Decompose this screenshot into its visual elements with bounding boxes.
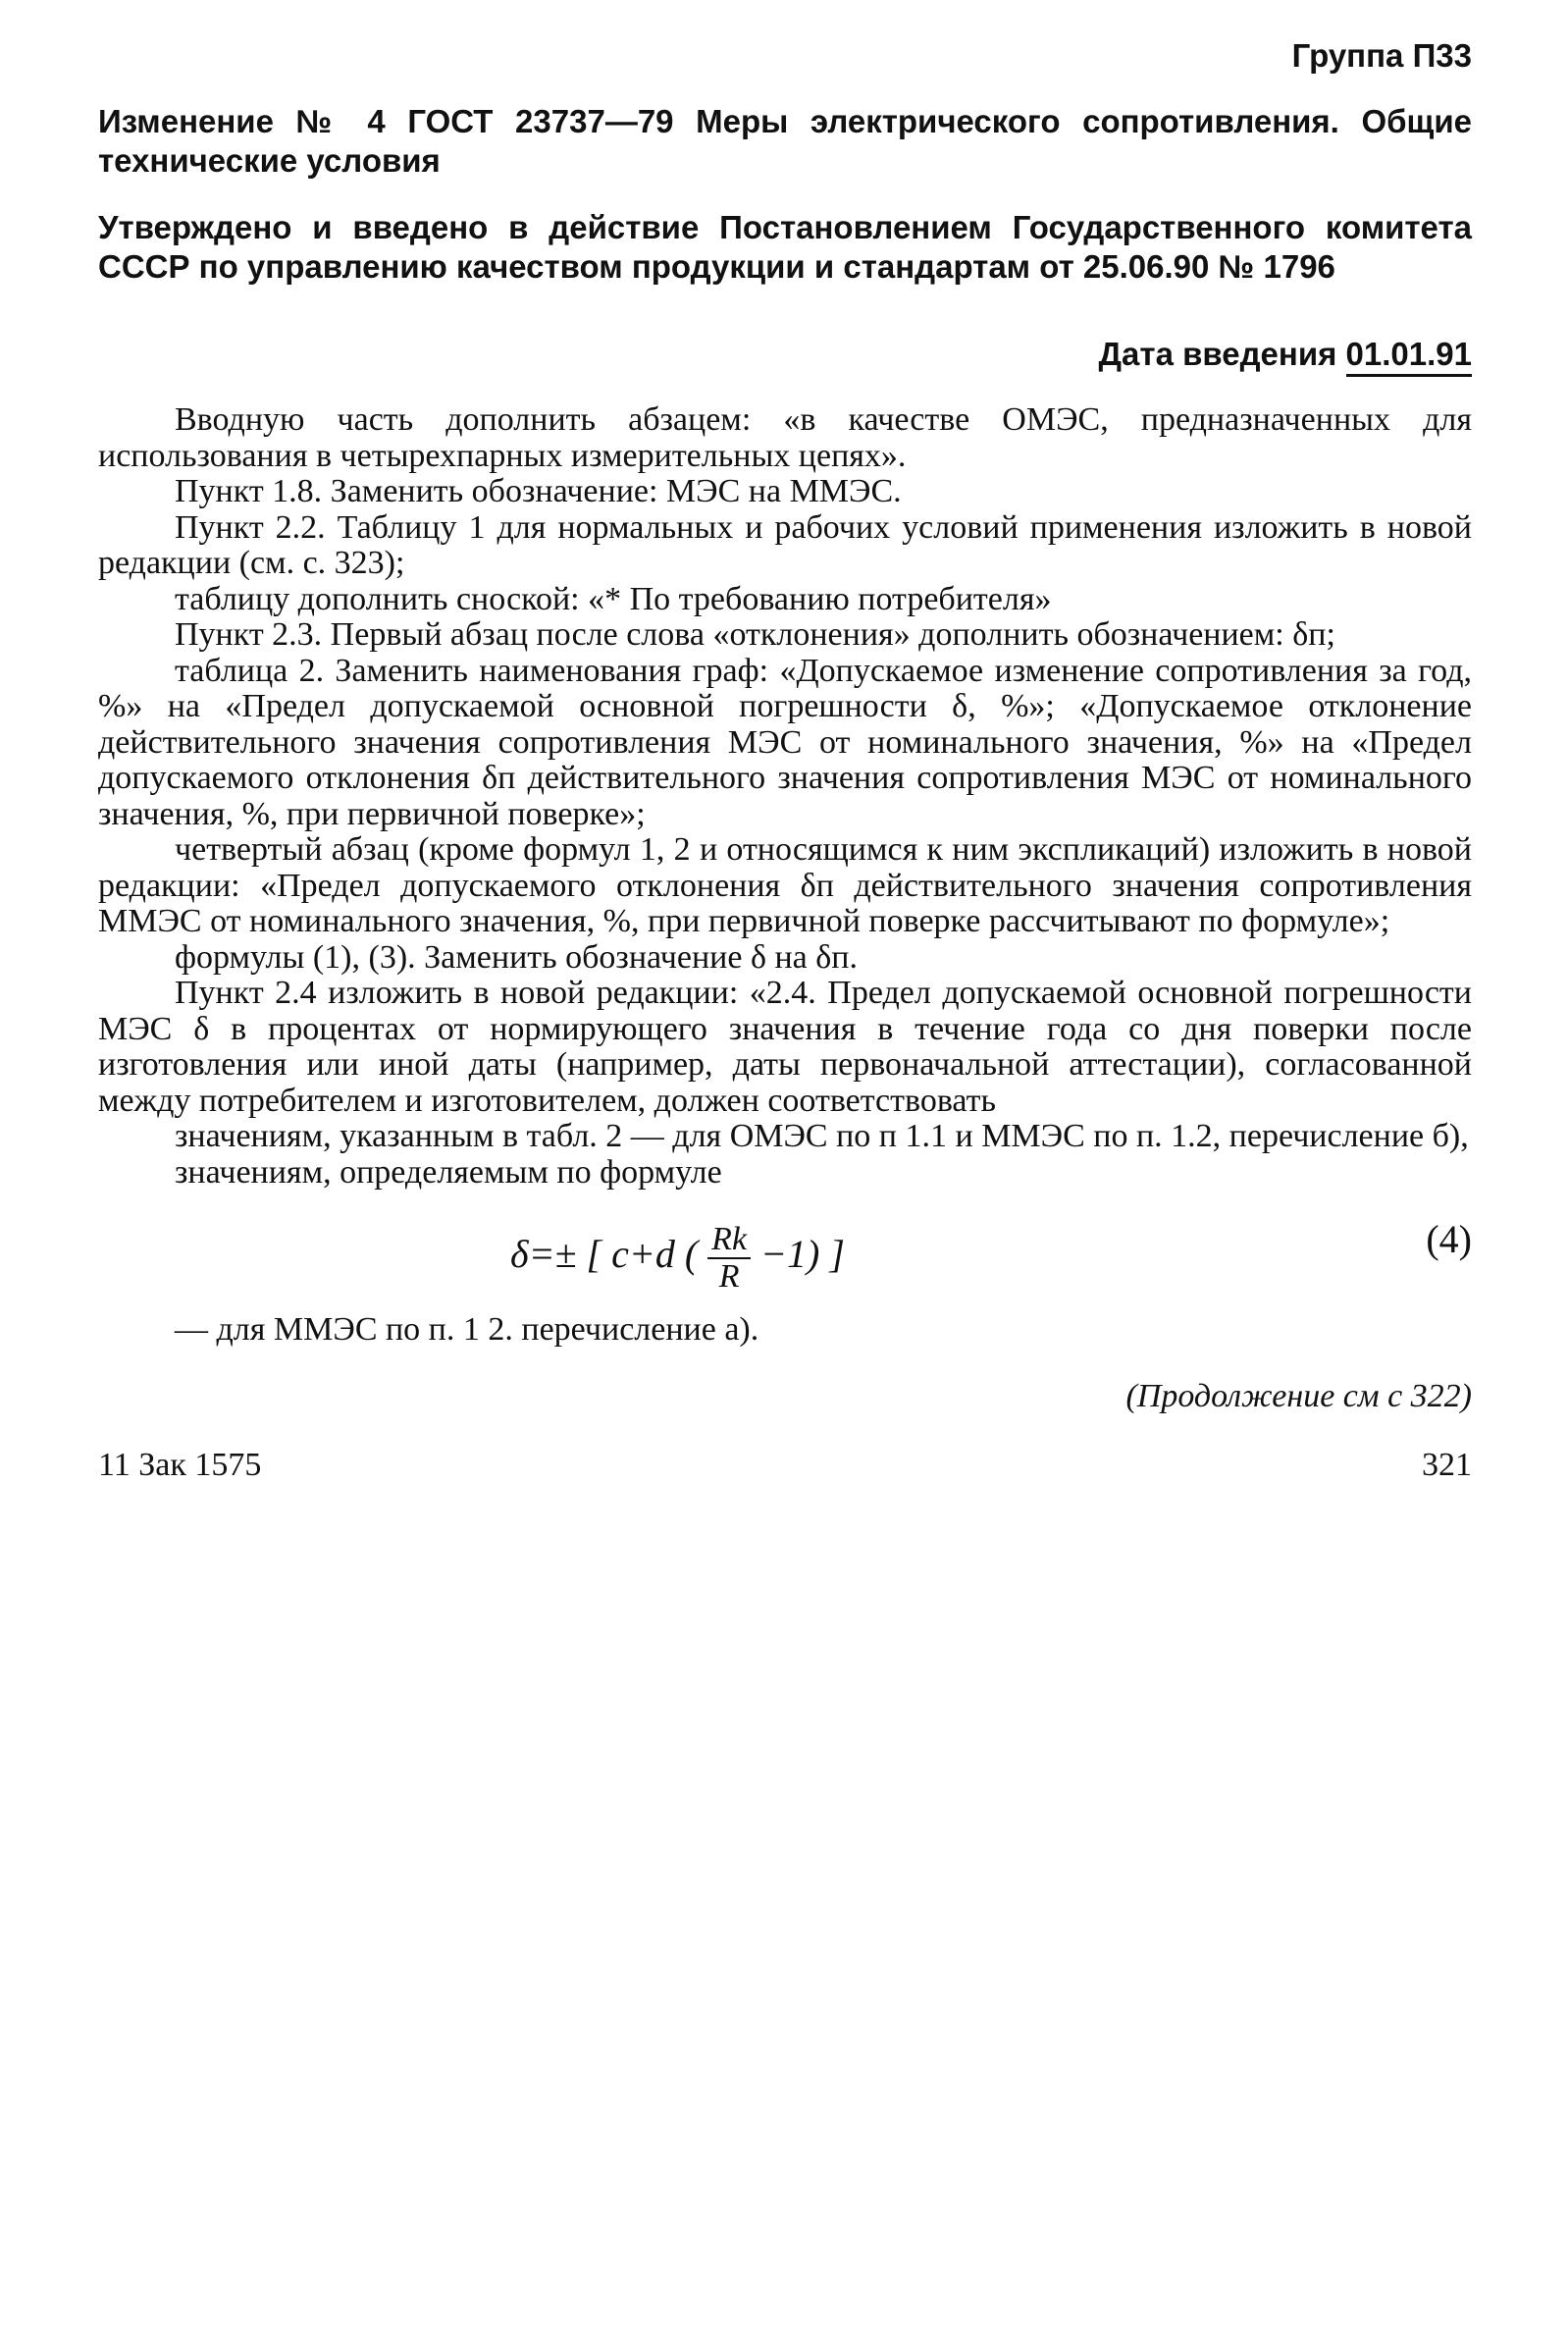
fraction-numerator: Rk [707, 1222, 751, 1259]
formula-left: δ=± [ c+d ( [510, 1232, 699, 1277]
change-title: Изменение № 4 ГОСТ 23737—79 Меры электрического сопротивления. Общие технические условия [98, 103, 1472, 179]
paragraph: Вводную часть дополнить абзацем: «в качестве ОМЭС, предназначенных для использования в четырехпарных измерительных цепях». [98, 401, 1472, 474]
paragraph: Пункт 2.3. Первый абзац после слова «отклонения» дополнить обозначением: δп; [175, 616, 1335, 653]
paragraph: Пункт 2.2. Таблицу 1 для нормальных и рабочих условий применения изложить в новой редакции (см. с. 323); [98, 508, 1472, 581]
order-number: 11 Зак 1575 [98, 1446, 262, 1483]
body-text [98, 402, 1472, 1349]
group-code: Группа П33 [1291, 37, 1472, 74]
page-footer [98, 1447, 1472, 1494]
formula-expression [510, 1222, 845, 1295]
effective-date [98, 336, 1472, 373]
paragraph: четвертый абзац (кроме формул 1, 2 и относящимся к ним экспликаций) изложить в новой редакции: «Предел допускаемого отклонения δп действительного значения сопротивления ММЭС от номинального значения, %, при первичной поверке рассчитывают по формуле»; [98, 831, 1472, 939]
formula-fraction [707, 1222, 751, 1295]
paragraph: Пункт 1.8. Заменить обозначение: МЭС на ММЭС. [175, 473, 902, 509]
formula-number: (4) [1426, 1217, 1472, 1261]
paragraph: таблица 2. Заменить наименования граф: «Допускаемое изменение сопротивления за год, %» на «Предел допускаемой основной погрешности δ, %»; «Допускаемое отклонение действительного значения сопротивления МЭС от номинального значения, %» на «Предел допускаемого отклонения δп действительного значения сопротивления МЭС от номинального значения, %, при первичной поверке»; [98, 652, 1472, 832]
formula-right: −1) ] [760, 1232, 845, 1277]
fraction-denominator: R [718, 1258, 740, 1295]
date-label: Дата введения [1098, 336, 1337, 372]
paragraph: значениям, указанным в табл. 2 — для ОМЭС по п 1.1 и ММЭС по п. 1.2, перечисление б), [175, 1118, 1469, 1154]
page-number: 321 [1422, 1446, 1472, 1483]
paragraph: формулы (1), (3). Заменить обозначение δ на δп. [175, 938, 858, 976]
paragraph: — для ММЭС по п. 1 2. перечисление а). [175, 1311, 759, 1348]
paragraph: значениям, определяемым по формуле [175, 1153, 722, 1191]
document-page [98, 37, 1472, 1494]
paragraph: Пункт 2.4 изложить в новой редакции: «2.4. Предел допускаемой основной погрешности МЭС δ в процентах от нормирующего значения в течение года со дня поверки после изготовления или иной даты (например, даты первоначальной аттестации), согласованной между потребителем и изготовителем, должен соответствовать [98, 975, 1472, 1119]
date-value: 01.01.91 [1346, 336, 1472, 377]
continuation-note: (Продолжение см с 322) [1125, 1377, 1472, 1414]
approval-statement: Утверждено и введено в действие Постановлением Государственного комитета СССР по управлению качеством продукции и стандартам от 25.06.90 № 1796 [98, 209, 1472, 285]
paragraph: таблицу дополнить сноской: «* По требованию потребителя» [175, 580, 1052, 617]
formula-4 [98, 1200, 1472, 1308]
